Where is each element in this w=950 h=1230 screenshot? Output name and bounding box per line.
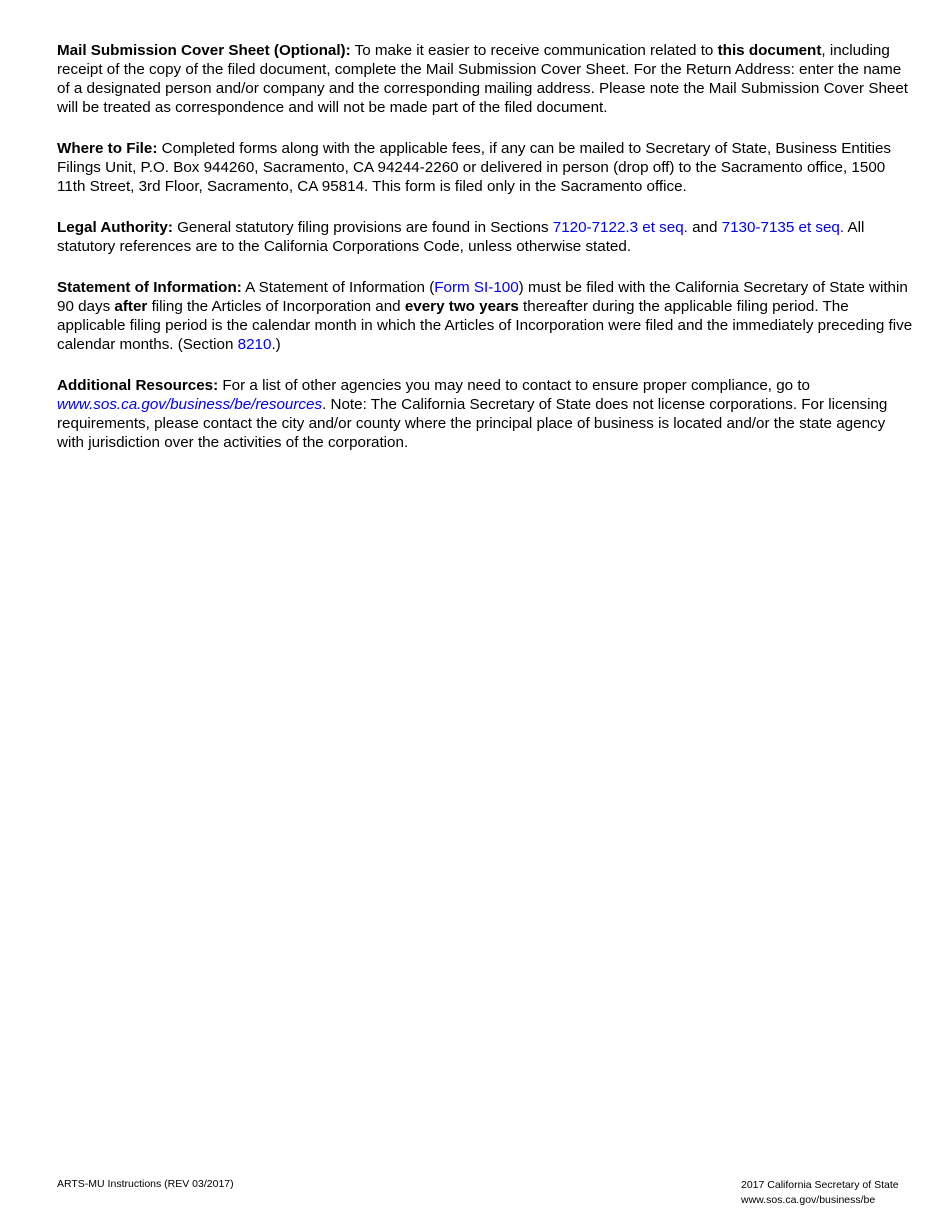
where-to-file-text: Completed forms along with the applicable fees, if any can be mailed to Secretary of State, Business Entities Filings Unit, P.O. Box 944260, Sacramento, CA 94244-2260 or delivered in person (drop off) to the Sacramento office, 1500 11th Street, 3rd Floor, Sacramento, CA 95814. This form is filed only in the Sacramento office. — [57, 140, 892, 195]
statement-of-information-section — [57, 278, 915, 354]
resources-url-link[interactable]: www.sos.ca.gov/business/be/resources — [57, 396, 323, 413]
mail-cover-sheet-heading: Mail Submission Cover Sheet (Optional): — [57, 42, 351, 59]
mail-cover-sheet-section — [57, 41, 915, 117]
legal-authority-text: General statutory filing provisions are found in Sections — [172, 219, 553, 236]
form-si-100-link[interactable]: Form SI-100 — [434, 279, 519, 296]
copyright-line: 2017 California Secretary of State — [741, 1179, 899, 1191]
mail-cover-sheet-emphasis: this document — [717, 42, 822, 59]
where-to-file-heading: Where to File: — [57, 140, 158, 157]
website-line: www.sos.ca.gov/business/be — [741, 1194, 876, 1206]
sections-7120-link[interactable]: 7120-7122.3 et seq. — [552, 219, 688, 236]
sections-7130-link[interactable]: 7130-7135 et seq. — [721, 219, 845, 236]
mail-cover-sheet-text: To make it easier to receive communication related to — [350, 42, 718, 59]
statement-of-information-heading: Statement of Information: — [57, 279, 242, 296]
legal-authority-text-cont: All statutory references are to the California Corporations Code, unless otherwise stated. — [57, 219, 865, 255]
statement-of-information-text-4: thereafter during the applicable filing period. The applicable filing period is the calendar month in which the Articles of Incorporation were filed and the immediately preceding five calendar months. (Section — [57, 298, 913, 353]
every-two-years-emphasis: every two years — [404, 298, 519, 315]
additional-resources-text-cont: . Note: The California Secretary of State does not license corporations. For licensing requirements, please contact the city and/or county where the principal place of business is located and/or the state agency with jurisdiction over the activities of the corporation. — [57, 396, 888, 451]
statement-of-information-text-5: .) — [271, 336, 281, 353]
statement-of-information-text-3: filing the Articles of Incorporation and — [147, 298, 405, 315]
form-revision-footer: ARTS-MU Instructions (REV 03/2017) — [57, 1178, 234, 1190]
legal-authority-section — [57, 218, 915, 256]
section-8210-link[interactable]: 8210 — [237, 336, 272, 353]
where-to-file-section — [57, 139, 915, 196]
after-emphasis: after — [114, 298, 148, 315]
instructions-body — [57, 41, 915, 474]
publisher-footer — [741, 1178, 899, 1208]
legal-authority-and: and — [687, 219, 722, 236]
statement-of-information-text-2: ) must be filed with the California Secretary of State within 90 days — [57, 279, 908, 315]
mail-cover-sheet-text-cont: , including receipt of the copy of the filed document, complete the Mail Submission Cover Sheet. For the Return Address: enter the name of a designated person and/or company and the corresponding mailing address. Please note the Mail Submission Cover Sheet will be treated as correspondence and will not be made part of the filed document. — [57, 42, 909, 116]
additional-resources-text: For a list of other agencies you may need to contact to ensure proper compliance, go to — [218, 377, 810, 394]
legal-authority-heading: Legal Authority: — [57, 219, 173, 236]
statement-of-information-text: A Statement of Information ( — [241, 279, 435, 296]
additional-resources-section — [57, 376, 915, 452]
additional-resources-heading: Additional Resources: — [57, 377, 219, 394]
